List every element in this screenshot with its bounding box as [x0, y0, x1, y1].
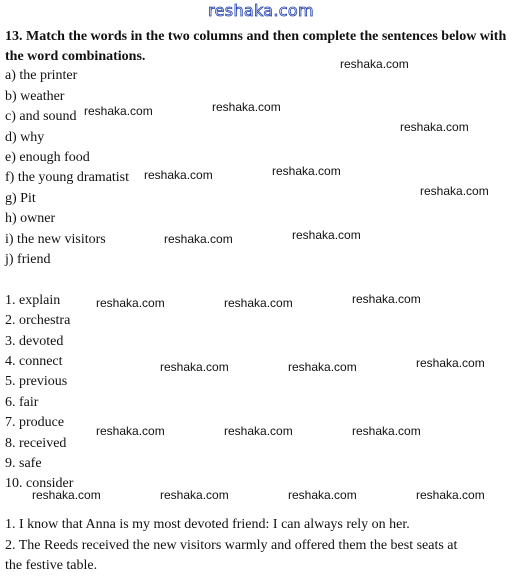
column-b-item: 1. explain — [5, 293, 61, 308]
watermark: reshaka.com — [288, 488, 357, 502]
column-a-item: a) the printer — [5, 68, 78, 83]
column-b-item: 10. consider — [5, 476, 74, 491]
answer-sentence: 1. I know that Anna is my most devoted friend: I can always rely on her. — [5, 517, 410, 532]
column-a-item: g) Pit — [5, 191, 36, 206]
watermark: reshaka.com — [352, 424, 421, 438]
watermark: reshaka.com — [224, 424, 293, 438]
column-b-item: 7. produce — [5, 415, 65, 430]
watermark: reshaka.com — [340, 57, 409, 71]
watermark: reshaka.com — [144, 168, 213, 182]
watermark: reshaka.com — [96, 296, 165, 310]
watermark: reshaka.com — [84, 104, 153, 118]
watermark: reshaka.com — [212, 100, 281, 114]
watermark: reshaka.com — [400, 120, 469, 134]
column-b-item: 4. connect — [5, 354, 63, 369]
answer-sentence: the festive table. — [5, 558, 98, 573]
column-a-item: j) friend — [5, 252, 51, 267]
column-b-item: 5. previous — [5, 374, 68, 389]
column-b-item: 2. orchestra — [5, 313, 71, 328]
column-a-item: f) the young dramatist — [5, 170, 130, 185]
column-b-item: 9. safe — [5, 456, 42, 471]
site-title[interactable]: reshaka.com — [208, 1, 314, 20]
watermark: reshaka.com — [160, 488, 229, 502]
watermark: reshaka.com — [160, 360, 229, 374]
column-a-item: d) why — [5, 130, 45, 145]
watermark: reshaka.com — [32, 488, 101, 502]
task-heading: 13. Match the words in the two columns and then complete the sentences below with the word combinations. — [5, 29, 507, 64]
column-b-item: 6. fair — [5, 395, 39, 410]
watermark: reshaka.com — [292, 228, 361, 242]
watermark: reshaka.com — [420, 184, 489, 198]
watermark: reshaka.com — [96, 424, 165, 438]
column-a-item: h) owner — [5, 211, 56, 226]
column-b-item: 3. devoted — [5, 334, 64, 349]
watermark: reshaka.com — [352, 292, 421, 306]
answer-sentence: 2. The Reeds received the new visitors warmly and offered them the best seats at — [5, 538, 458, 553]
watermark: reshaka.com — [288, 360, 357, 374]
watermark: reshaka.com — [224, 296, 293, 310]
column-a-item: i) the new visitors — [5, 232, 106, 247]
column-b-item: 8. received — [5, 436, 67, 451]
watermark: reshaka.com — [416, 356, 485, 370]
column-a-item: e) enough food — [5, 150, 90, 165]
watermark: reshaka.com — [272, 164, 341, 178]
watermark: reshaka.com — [416, 488, 485, 502]
column-a-item: c) and sound — [5, 109, 77, 124]
watermark: reshaka.com — [164, 232, 233, 246]
column-a-item: b) weather — [5, 89, 65, 104]
